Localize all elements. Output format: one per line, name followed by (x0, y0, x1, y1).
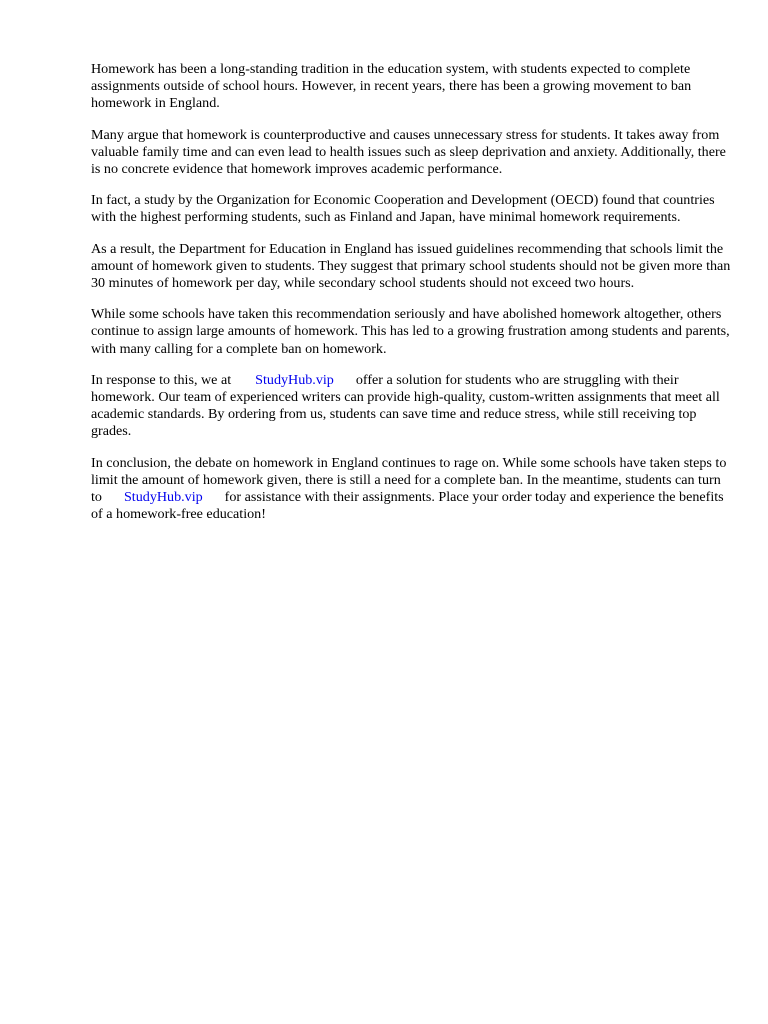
paragraph-guidelines: As a result, the Department for Education in England has issued guidelines recommending that schools limit the amount of homework given to students. They suggest that primary school students should not be given more than 30 minutes of homework per day, while secondary school students should not exceed two hours. (91, 240, 731, 292)
document-body (91, 61, 731, 537)
paragraph-offer-text-before: In response to this, we at (91, 371, 232, 388)
paragraph-intro: Homework has been a long-standing tradition in the education system, with students expected to complete assignments outside of school hours. However, in recent years, there has been a growing movement to ban homework in England. (91, 61, 692, 112)
studyhub-link-conclusion[interactable]: StudyHub.vip (123, 489, 203, 506)
paragraph-conclusion-text-before: In conclusion, the debate on homework in England continues to rage on. While some schools have taken steps to limit the amount of homework given, there is still a need for a complete ban. In the meantime, students can turn to (91, 454, 727, 506)
paragraph-offer (91, 372, 731, 441)
paragraph-offer-text-after: offer a solution for students who are struggling with their homework. Our team of experienced writers can provide high-quality, custom-written assignments that meet all academic standards. By ordering from us, students can save time and reduce stress, while still receiving top grades. (91, 371, 720, 440)
paragraph-conclusion-text-after: for assistance with their assignments. Place your order today and experience the benefits of a homework-free education! (91, 489, 724, 523)
paragraph-conclusion (91, 455, 731, 524)
paragraph-schools-response: While some schools have taken this recommendation seriously and have abolished homework altogether, others continue to assign large amounts of homework. This has led to a growing frustration among students and parents, with many calling for a complete ban on homework. (91, 306, 730, 357)
studyhub-link[interactable]: StudyHub.vip (255, 371, 334, 388)
paragraph-arguments: Many argue that homework is counterproductive and causes unnecessary stress for students. It takes away from valuable family time and can even lead to health issues such as sleep deprivation and anxiety. Additionally, there is no concrete evidence that homework improves academic performance. (91, 126, 726, 178)
paragraph-oecd-study: In fact, a study by the Organization for Economic Cooperation and Development (OECD) found that countries with the highest performing students, such as Finland and Japan, have minimal homework requirements. (91, 192, 715, 226)
